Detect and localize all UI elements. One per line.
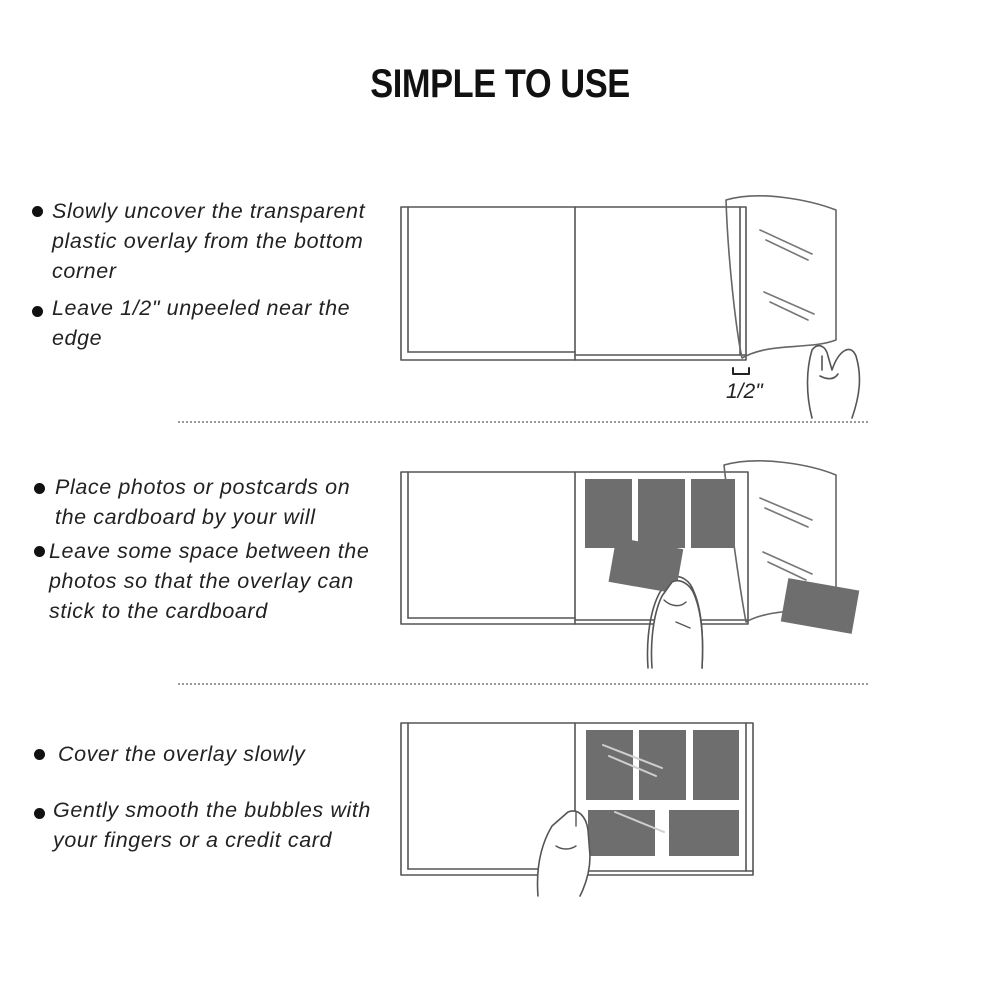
text-line: plastic overlay from the bottom [52, 229, 364, 253]
text-line: Cover the overlay slowly [58, 742, 306, 766]
page-title: SIMPLE TO USE [370, 62, 630, 106]
photo [585, 479, 632, 548]
photo [639, 730, 686, 800]
peeled-overlay [726, 196, 836, 358]
album-outline [401, 207, 746, 360]
text-line: Gently smooth the bubbles with [53, 798, 371, 822]
dimension-bracket [733, 368, 749, 374]
text-line: Leave 1/2" unpeeled near the [52, 296, 351, 320]
hand-icon [808, 346, 860, 418]
photo [781, 578, 860, 634]
hand-icon [538, 811, 590, 896]
half-inch-label: 1/2" [726, 380, 763, 403]
photo [693, 730, 739, 800]
photo [638, 479, 685, 548]
text-line: stick to the cardboard [49, 599, 268, 623]
photo [691, 479, 735, 548]
photo [586, 730, 633, 800]
text-line: Place photos or postcards on [55, 475, 351, 499]
photo [588, 810, 655, 856]
album-illustration-1 [401, 196, 859, 418]
text-line: Leave some space between the [49, 539, 370, 563]
text-line: edge [52, 326, 103, 350]
text-line: the cardboard by your will [55, 505, 316, 529]
text-line: your fingers or a credit card [53, 828, 333, 852]
text-line: photos so that the overlay can [49, 569, 354, 593]
photo [669, 810, 739, 856]
text-line: corner [52, 259, 117, 283]
text-line: Slowly uncover the transparent [52, 199, 366, 223]
